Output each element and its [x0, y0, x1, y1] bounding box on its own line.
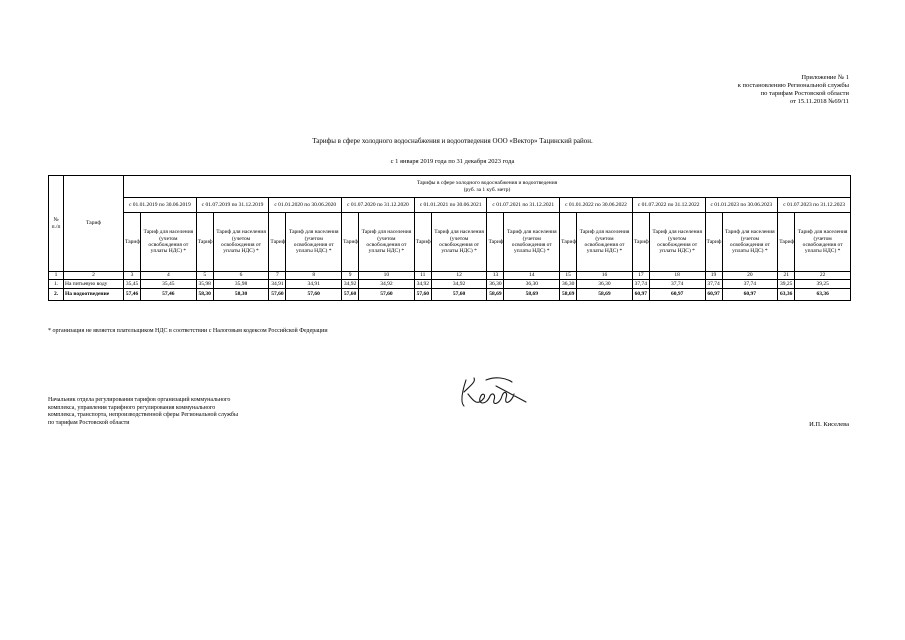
table-row	[49, 289, 851, 301]
tariff-value: 58,69	[487, 289, 504, 301]
tariff-value: 58,69	[504, 289, 560, 301]
column-number-cell: 4	[141, 272, 197, 280]
period-header: с 01.01.2020 по 30.06.2020	[269, 198, 342, 213]
column-number-cell: 15	[560, 272, 577, 280]
tariff-value: 58,30	[213, 289, 269, 301]
tariff-value: 57,46	[141, 289, 197, 301]
appendix-line: Приложение № 1	[801, 74, 849, 81]
period-header: с 01.07.2022 по 31.12.2022	[632, 198, 705, 213]
column-number-cell: 19	[705, 272, 722, 280]
column-number-cell: 17	[632, 272, 649, 280]
tariff-value: 57,60	[269, 289, 286, 301]
tariff-value: 34,91	[286, 280, 342, 289]
tariff-value: 36,30	[577, 280, 633, 289]
tariff-value: 34,92	[342, 280, 359, 289]
tariff-value: 37,74	[649, 280, 705, 289]
group-header-title: Тарифы в сфере холодного водоснабжения и водоотведения	[416, 180, 558, 187]
column-number-cell: 16	[577, 272, 633, 280]
column-number-cell: 3	[124, 272, 141, 280]
tariff-value: 57,60	[431, 289, 487, 301]
column-number-cell: 10	[359, 272, 415, 280]
period-header: с 01.07.2021 по 31.12.2021	[487, 198, 560, 213]
signatory-line: комплекса, транспорта, непроизводственной сферы Региональной службы	[48, 412, 238, 418]
sub-header-population-tariff: Тариф для населения (учетом освобождения от уплаты НДС) *	[722, 213, 778, 272]
tariff-value: 58,30	[196, 289, 213, 301]
period-header: с 01.01.2019 по 30.06.2019	[124, 198, 197, 213]
sub-header-tariff: Тариф	[196, 213, 213, 272]
sub-header-population-tariff: Тариф для населения (учетом освобождения от уплаты НДС) *	[504, 213, 560, 272]
sub-header-tariff: Тариф	[124, 213, 141, 272]
tariff-value: 37,74	[632, 280, 649, 289]
group-header-units: (руб. за 1 куб. метр)	[463, 186, 511, 193]
sub-header-tariff: Тариф	[269, 213, 286, 272]
row-tariff-name: На питьевую воду	[64, 280, 124, 289]
column-number-cell: 11	[414, 272, 431, 280]
column-number-cell: 14	[504, 272, 560, 280]
tariff-value: 34,92	[431, 280, 487, 289]
tariff-value: 36,30	[504, 280, 560, 289]
signatory-line: по тарифам Ростовской области	[48, 419, 130, 426]
column-number-cell: 18	[649, 272, 705, 280]
signatory-name: И.П. Киселева	[809, 421, 849, 428]
period-header: с 01.01.2023 по 30.06.2023	[705, 198, 778, 213]
period-header: с 01.01.2022 по 30.06.2022	[560, 198, 633, 213]
sub-header-tariff: Тариф	[778, 213, 795, 272]
sub-header-population-tariff: Тариф для населения (учетом освобождения от уплаты НДС) *	[213, 213, 269, 272]
row-number: 1.	[49, 280, 64, 289]
sub-header-population-tariff: Тариф для населения (учетом освобождения от уплаты НДС) *	[577, 213, 633, 272]
tariff-value: 37,74	[722, 280, 778, 289]
row-tariff-name: На водоотведение	[64, 289, 124, 301]
tariff-value: 34,92	[359, 280, 415, 289]
tariff-value: 35,98	[196, 280, 213, 289]
tariff-value: 36,30	[560, 280, 577, 289]
sub-header-population-tariff: Тариф для населения (учетом освобождения от уплаты НДС) *	[286, 213, 342, 272]
tariff-value: 58,69	[560, 289, 577, 301]
appendix-reference	[738, 74, 849, 106]
signatory-position	[48, 397, 238, 427]
sub-header-tariff: Тариф	[487, 213, 504, 272]
column-number-cell: 9	[342, 272, 359, 280]
sub-header-tariff: Тариф	[632, 213, 649, 272]
tariff-value: 34,92	[414, 280, 431, 289]
handwritten-signature	[456, 372, 531, 414]
row-number: 2.	[49, 289, 64, 301]
column-header-tariff: Тариф	[64, 176, 124, 272]
tariff-value: 34,91	[269, 280, 286, 289]
validity-period: с 1 января 2019 года по 31 декабря 2023 года	[390, 158, 515, 165]
sub-header-tariff: Тариф	[705, 213, 722, 272]
tariff-value: 58,69	[577, 289, 633, 301]
tariff-value: 57,60	[342, 289, 359, 301]
tariff-value: 63,36	[778, 289, 795, 301]
signatory-line: комплекса, управления тарифного регулирования коммунального	[48, 404, 216, 411]
column-number-cell: 22	[795, 272, 851, 280]
column-number-cell: 2	[64, 272, 124, 280]
tariff-value: 36,30	[487, 280, 504, 289]
column-number-cell: 6	[213, 272, 269, 280]
table-row	[49, 280, 851, 289]
tariff-value: 57,46	[124, 289, 141, 301]
column-number-cell: 7	[269, 272, 286, 280]
tariff-value: 57,60	[414, 289, 431, 301]
tariff-value: 35,45	[124, 280, 141, 289]
sub-header-tariff: Тариф	[342, 213, 359, 272]
sub-header-population-tariff: Тариф для населения (учетом освобождения от уплаты НДС) *	[141, 213, 197, 272]
tariff-value: 35,45	[141, 280, 197, 289]
column-header-number: № п./п	[49, 176, 64, 272]
column-number-cell: 8	[286, 272, 342, 280]
column-number-cell: 12	[431, 272, 487, 280]
sub-header-population-tariff: Тариф для населения (учетом освобождения от уплаты НДС) *	[431, 213, 487, 272]
tariff-value: 60,97	[649, 289, 705, 301]
appendix-line: от 15.11.2018 №69/11	[789, 98, 849, 105]
column-number-cell: 20	[722, 272, 778, 280]
tariff-value: 57,60	[286, 289, 342, 301]
tariff-value: 39,25	[778, 280, 795, 289]
appendix-line: к постановлению Региональной службы	[737, 82, 849, 89]
column-number-cell: 5	[196, 272, 213, 280]
column-number-cell: 13	[487, 272, 504, 280]
sub-header-population-tariff: Тариф для населения (учетом освобождения от уплаты НДС) *	[359, 213, 415, 272]
tariff-value: 35,98	[213, 280, 269, 289]
period-header: с 01.01.2021 по 30.06.2021	[414, 198, 487, 213]
group-header	[124, 176, 851, 198]
footnote: * организация не является плательщиком НДС в соответствии с Налоговым кодексом Российской Федерации	[48, 328, 328, 334]
tariff-value: 37,74	[705, 280, 722, 289]
signatory-line: Начальник отдела регулирования тарифов организаций коммунального	[48, 397, 231, 403]
tariff-value: 60,97	[705, 289, 722, 301]
sub-header-tariff: Тариф	[560, 213, 577, 272]
period-header: с 01.07.2023 по 31.12.2023	[778, 198, 851, 213]
sub-header-population-tariff: Тариф для населения (учетом освобождения от уплаты НДС) *	[649, 213, 705, 272]
document-title: Тарифы в сфере холодного водоснабжения и водоотведения ООО «Вектор» Тацинский район.	[312, 137, 593, 145]
tariffs-table	[48, 175, 851, 301]
appendix-line: по тарифам Ростовской области	[760, 90, 849, 97]
tariff-value: 57,60	[359, 289, 415, 301]
period-header: с 01.07.2020 по 31.12.2020	[342, 198, 415, 213]
tariff-value: 39,25	[795, 280, 851, 289]
period-header: с 01.07.2019 по 31.12.2019	[196, 198, 269, 213]
tariff-value: 60,97	[722, 289, 778, 301]
column-number-cell: 1	[49, 272, 64, 280]
column-number-cell: 21	[778, 272, 795, 280]
tariff-value: 60,97	[632, 289, 649, 301]
sub-header-population-tariff: Тариф для населения (учетом освобождения от уплаты НДС) *	[795, 213, 851, 272]
sub-header-tariff: Тариф	[414, 213, 431, 272]
tariff-value: 63,36	[795, 289, 851, 301]
